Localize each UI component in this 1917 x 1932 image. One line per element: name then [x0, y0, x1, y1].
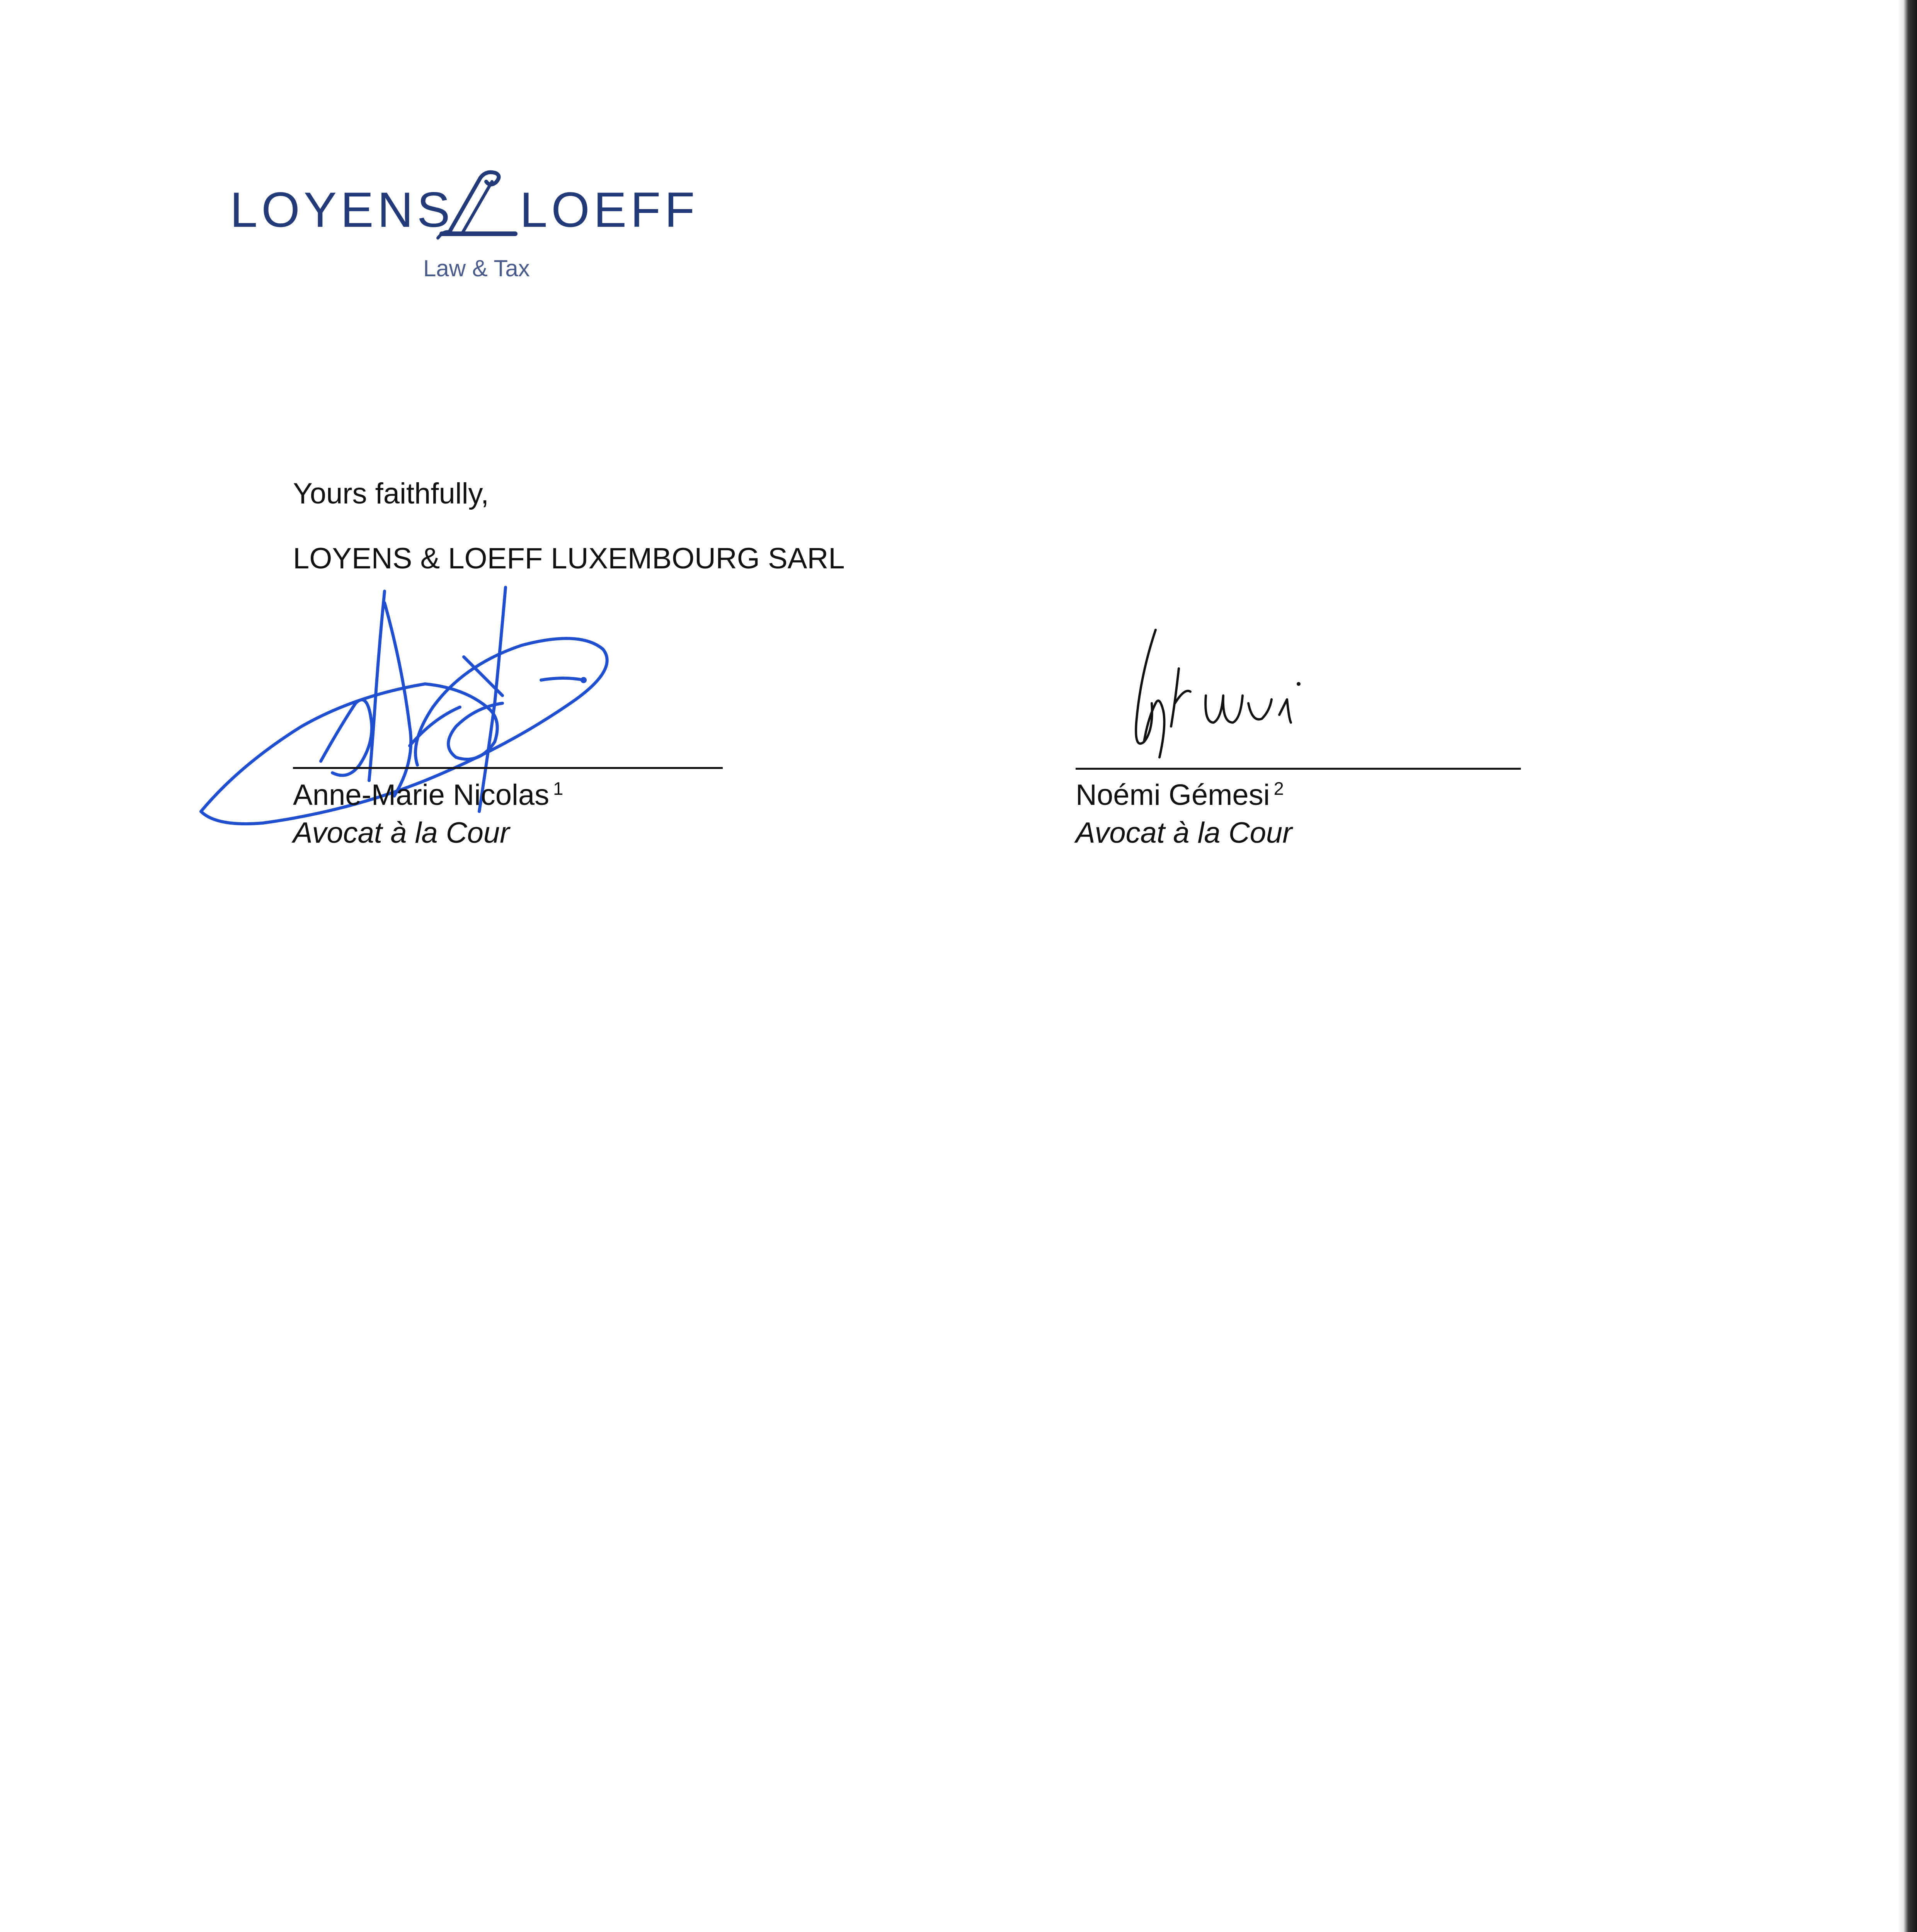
signatory-name-1: Anne-Marie Nicolas $^1$ [293, 778, 564, 811]
company-logo [230, 170, 699, 286]
footnote-ref-2: 2 [1273, 778, 1284, 799]
footnote-ref-1: 1 [553, 778, 564, 799]
logo-right-word: LOEFF [520, 182, 699, 238]
signature-line-right [1076, 768, 1521, 770]
signature-noemi-gemesi [1121, 626, 1353, 765]
signatory-title-2: Avocat à la Cour [1076, 816, 1292, 849]
logo-left-word: LOYENS [230, 182, 454, 238]
signatory-title-1: Avocat à la Cour [293, 816, 510, 849]
logo-tagline: Law & Tax [423, 255, 530, 281]
logo-monogram-icon [422, 170, 519, 243]
scan-edge-shadow [1898, 0, 1917, 1932]
firm-name: LOYENS & LOEFF LUXEMBOURG SARL [293, 542, 845, 575]
signatory-name-2: Noémi Gémesi $^2$ [1076, 778, 1284, 811]
closing-phrase: Yours faithfully, [293, 477, 489, 510]
signature-line-left [293, 767, 723, 769]
